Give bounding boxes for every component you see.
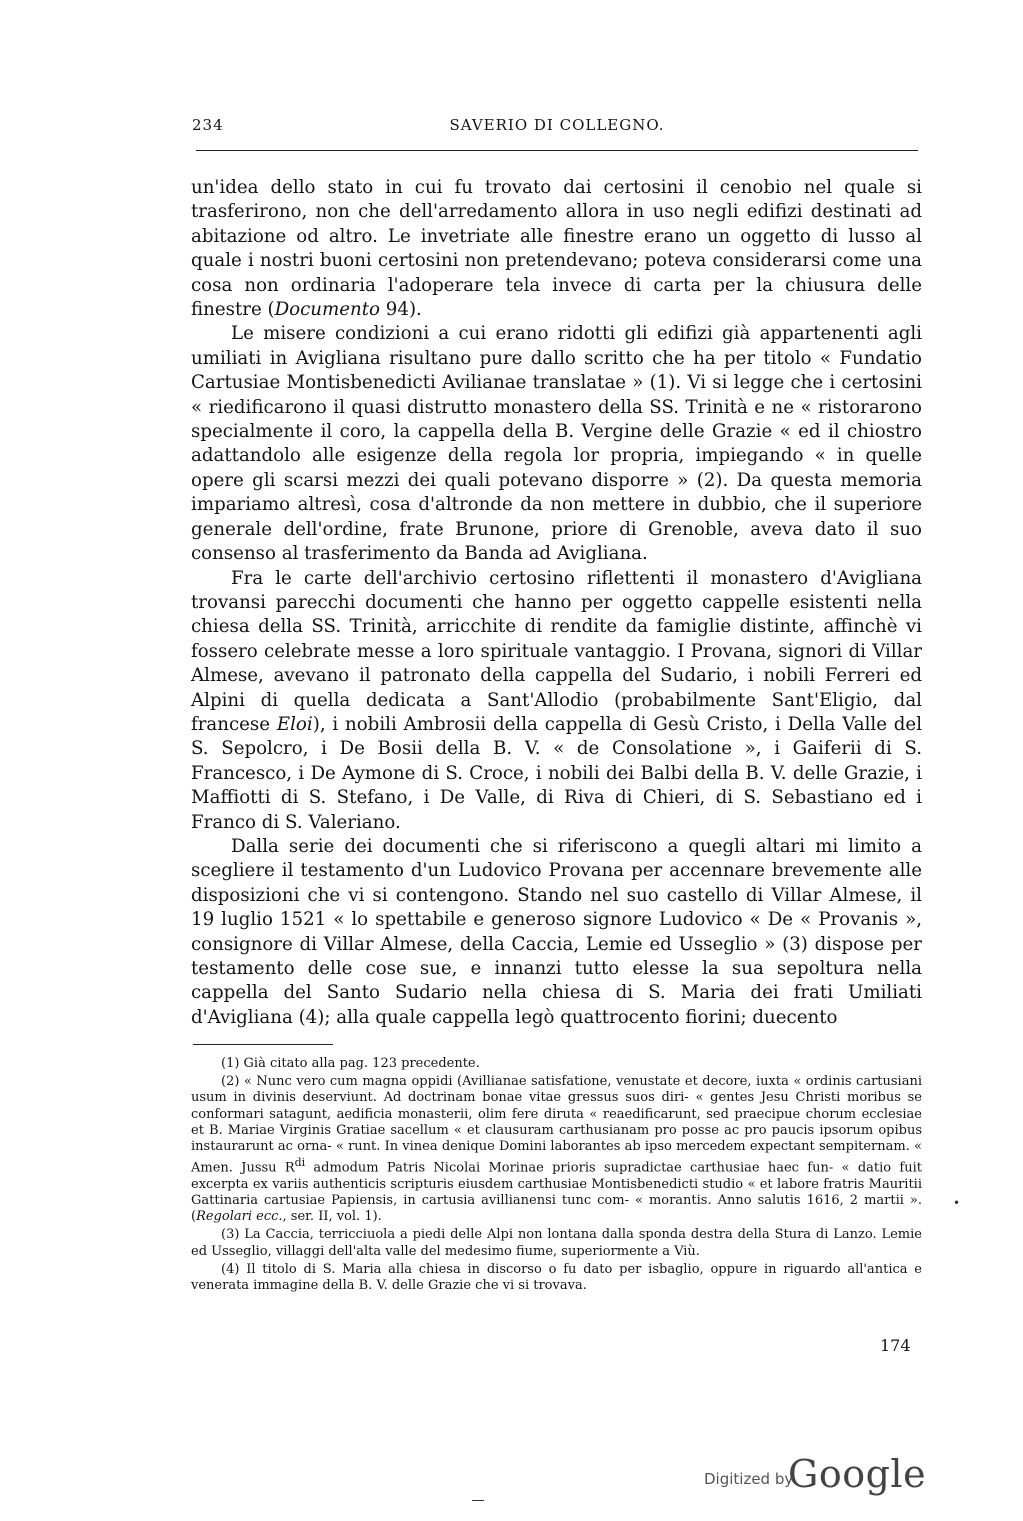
bottom-dash (472, 1500, 484, 1501)
google-logo: Google (788, 1452, 927, 1496)
body-text (191, 176, 922, 1030)
footnote-3: (3) La Caccia, terricciuola a piedi delle Alpi non lontana dalla sponda destra della Stura di Lanzo. Lemie ed Usseglio, villaggi dell'alta valle del medesimo fiume, superiormente a Viù. (191, 1227, 922, 1259)
signature-mark: 174 (880, 1336, 911, 1355)
margin-mark: • (953, 1196, 961, 1210)
page-header (192, 116, 922, 138)
italic-eloi: Eloi (276, 713, 313, 735)
page-number: 234 (192, 116, 224, 134)
running-head: SAVERIO DI COLLEGNO. (449, 116, 665, 134)
header-rule (196, 150, 918, 151)
digitized-label: Digitized by (704, 1470, 794, 1488)
digitized-watermark (704, 1452, 927, 1496)
paragraph-3: Fra le carte dell'archivio certosino riflettenti il monastero d'Avigliana trovansi parecchi documenti che hanno per oggetto cappelle esistenti nella chiesa della SS. Trinità, arricchite di rendite da famiglie distinte, affinchè vi fossero celebrate messe a loro spirituale vantaggio. I Provana, signori di Villar Almese, avevano il patronato della cappella del Sudario, i nobili Ferreri ed Alpini di quella dedicata a Sant'Allodio (probabilmente Sant'Eligio, dal francese Eloi), i nobili Ambrosii della cappella di Gesù Cristo, i Della Valle del S. Sepolcro, i De Bosii della B. V. « de Consolatione », i Gaiferii di S. Francesco, i De Aymone di S. Croce, i nobili dei Balbi della B. V. delle Grazie, i Maffiotti di S. Stefano, i De Valle, di Riva di Chieri, di S. Sebastiano ed i Franco di S. Valeriano. (191, 567, 923, 833)
italic-document: Documento (274, 299, 381, 321)
footnote-1: (1) Già citato alla pag. 123 precedente. (221, 1056, 480, 1071)
footnote-rule (193, 1044, 333, 1045)
paragraph-1: un'idea dello stato in cui fu trovato dai certosini il cenobio nel quale si trasferirono, non che dell'arredamento allora in uso negli edifizi destinati ad abitazione od altro. Le invetriate alle finestre erano un oggetto di lusso al quale i nostri buoni certosini non pretendevano; poteva considerarsi come una cosa non ordinaria l'adoperare tela invece di carta per la chiusura delle finestre (Documento 94). (191, 177, 922, 321)
footnote-4: (4) Il titolo di S. Maria alla chiesa in discorso o fu dato per isbaglio, oppure in riguardo all'antica e venerata immagine della B. V. delle Grazie che vi si trovava. (191, 1261, 922, 1293)
paragraph-4: Dalla serie dei documenti che si riferiscono a quegli altari mi limito a scegliere il testamento d'un Ludovico Provana per accennare brevemente alle disposizioni che vi si contengono. Stando nel suo castello di Villar Almese, il 19 luglio 1521 « lo spettabile e generoso signore Ludovico « De « Provanis », consignore di Villar Almese, della Caccia, Lemie ed Usseglio » (3) dispose per testamento delle cose sue, e innanzi tutto elesse la sua sepoltura nella cappella del Santo Sudario nella chiesa di S. Maria dei frati Umiliati d'Avigliana (4); alla quale cappella legò quattrocento fiorini; duecento (191, 835, 922, 1028)
paragraph-2: Le misere condizioni a cui erano ridotti gli edifizi già appartenenti agli umiliati in Avigliana risultano pure dallo scritto che ha per titolo « Fundatio Cartusiae Montisbenedicti Avilianae translatae » (1). Vi si legge che i certosini « riedificarono il quasi distrutto monastero della SS. Trinità e ne « ristorarono specialmente il coro, la cappella della B. Vergine delle Grazie « ed il chiostro adattandolo alle esigenze della regola lor propria, impiegando « in quelle opere gli scarsi mezzi dei quali potevano disporre » (2). Da questa memoria impariamo altresì, cosa d'altronde da non mettere in dubbio, che il superiore generale dell'ordine, frate Brunone, priore di Grenoble, aveva dato il suo consenso al trasferimento da Banda ad Avigliana. (191, 323, 922, 565)
footnotes (191, 1056, 922, 1296)
footnote-2: (2) « Nunc vero cum magna oppidi (Avillianae satisfatione, venustate et decore, iuxta « ordinis cartusiani usum in divinis deserviunt. Ad doctrinam bonae vitae gressus suos diri- « gentes Jesu Christi moribus se conformari satagunt, aedificia monasterii, olim fere diruta « reaedificarunt, sed praecipue chorum ecclesiae et B. Mariae Virginis Gratiae sacellum « et clausuram carthusianam pro posse ac pro paucis ipsorum opibus instaurarunt ac orna- « runt. In vinea denique Domini laborantes ab ipso mercedem expectant sempiternam. « Amen. Jussu $R^{di}$ admodum Patris Nicolai Morinae prioris supradictae carthusiae haec fun- « datio fuit excerpta ex variis authenticis scripturis eiusdem carthusiae Montisbenedicti studio « et labore fratris Mauritii Gattinaria cartusiae Papiensis, in cartusia avillianensi tunc com- « morantis. Anno salutis 1616, 2 martii ». (Regolari ecc., ser. II, vol. 1). (191, 1074, 922, 1225)
